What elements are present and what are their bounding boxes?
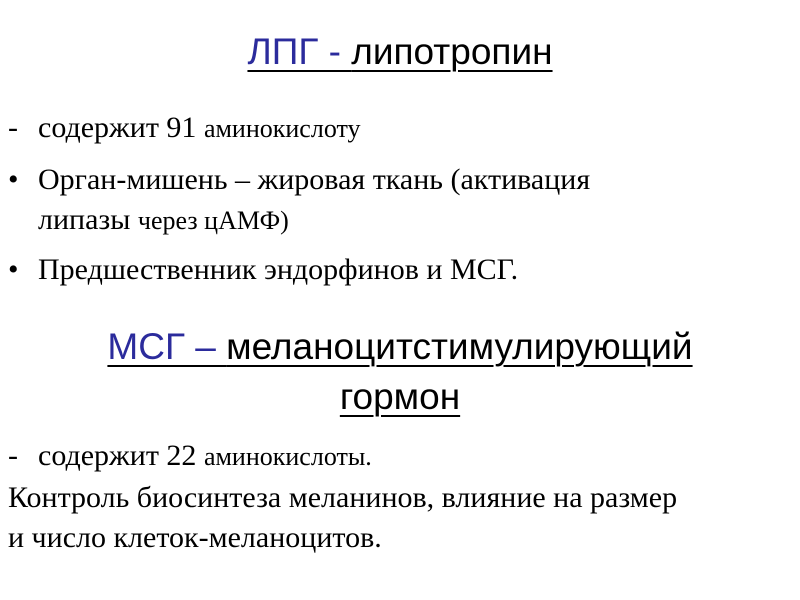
msg-item-amino-pre: содержит 22 [38,439,204,472]
msg-title [0,322,800,422]
lpg-title-abbr: ЛПГ - [247,31,352,72]
bullet-marker: • [8,163,19,196]
dash-marker: - [8,439,18,472]
msg-title-abbr: МСГ – [107,326,227,367]
lpg-item-target-line2-post: через цАМФ) [137,206,289,235]
msg-paragraph-line2: и число клеток-меланоцитов. [8,521,382,554]
lpg-item-target-line2-pre: липазы [38,203,138,236]
lpg-title-name: липотропин [351,31,553,72]
msg-paragraph-line1: Контроль биосинтеза меланинов, влияние на размер [8,481,678,514]
bullet-marker: • [8,253,19,286]
lpg-item-precursor-text: Предшественник эндорфинов и МСГ. [38,253,519,286]
lpg-item-target-line1: Орган-мишень – жировая ткань (активация [38,163,591,196]
msg-title-name-line2: гормон [339,376,461,417]
lpg-item-amino-pre: содержит 91 [38,111,204,144]
msg-paragraph [8,478,798,558]
msg-item-amino-post: аминокислоты. [203,442,372,471]
lpg-item-amino-post: аминокислоту [203,114,361,143]
msg-title-name-line1: меланоцитстимулирующий [226,326,693,367]
dash-marker: - [8,111,18,144]
lpg-title [0,30,800,74]
